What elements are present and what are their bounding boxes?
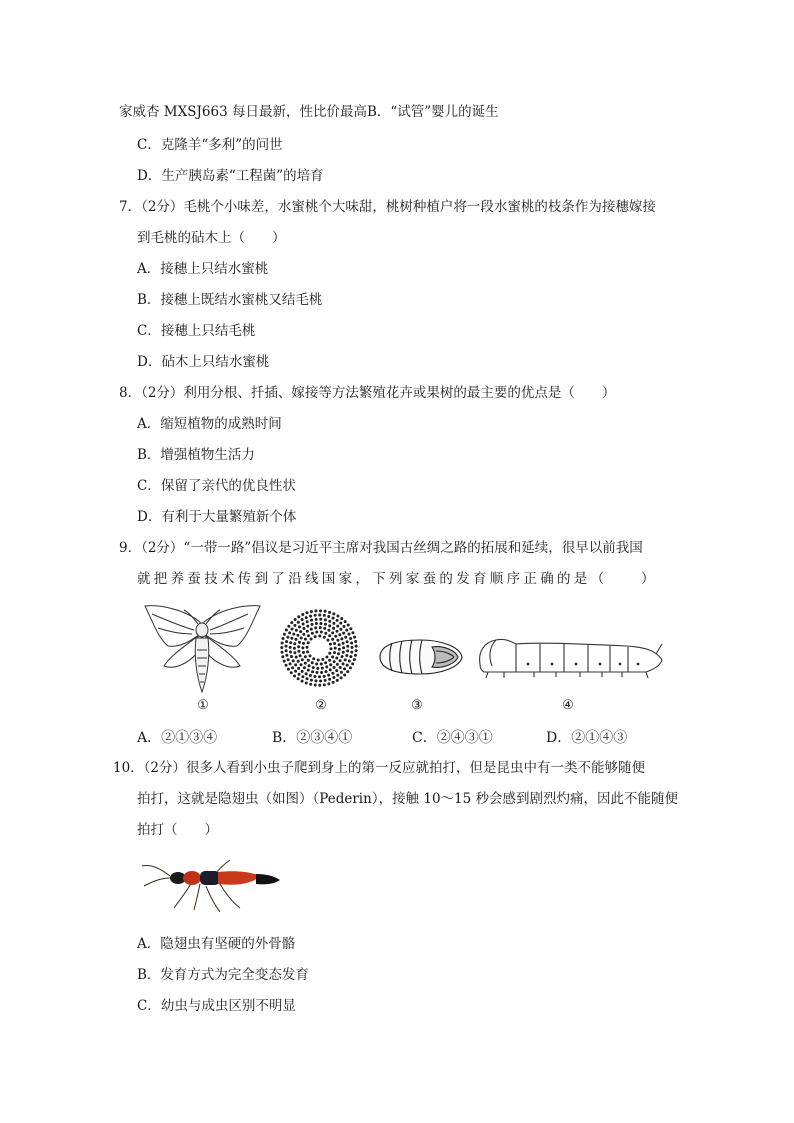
q7-option-d: D．砧木上只结水蜜桃: [137, 354, 270, 370]
q7-option-b: B．接穗上既结水蜜桃又结毛桃: [137, 292, 323, 308]
q10-stem-line1: 10．（2分）很多人看到小虫子爬到身上的第一反应就拍打，但是昆虫中有一类不能够随便: [113, 760, 646, 776]
silkworm-eggs-figure: [278, 607, 360, 689]
q10-option-c: C．幼虫与成虫区别不明显: [137, 998, 296, 1014]
q10-stem-line3: 拍打（ ）: [137, 822, 218, 838]
q9-stem-line1: 9．（2分）“一带一路”倡议是习近平主席对我国古丝绸之路的拓展和延续，很早以前我国: [119, 540, 643, 556]
q9-stem-line2: 就把养蚕技术传到了沿线国家，下列家蚕的发育顺序正确的是（ ）: [137, 571, 658, 587]
figure-label-4: ④: [562, 698, 574, 713]
q6-option-d: D．生产胰岛素“工程菌”的培育: [137, 168, 324, 184]
q7-option-c: C．接穗上只结毛桃: [137, 323, 256, 339]
figure-label-3: ③: [411, 698, 423, 713]
silkworm-pupa-figure: [376, 637, 466, 677]
q8-stem-line1: 8．（2分）利用分根、扦插、嫁接等方法繁殖花卉或果树的最主要的优点是（ ）: [119, 385, 616, 401]
q9-option-d: D．②①④③: [546, 730, 628, 746]
q9-option-b: B．②③④①: [272, 730, 353, 746]
q8-option-c: C．保留了亲代的优良性状: [137, 478, 296, 494]
q10-option-b: B．发育方式为完全变态发育: [137, 967, 309, 983]
q6-option-c: C．克隆羊“多利”的问世: [137, 137, 283, 153]
q10-stem-line2: 拍打，这就是隐翅虫（如图）（Pederin），接触 10～15 秒会感到剧烈灼痛，因此不能随便: [137, 791, 679, 807]
q7-option-a: A．接穗上只结水蜜桃: [137, 261, 269, 277]
q9-option-a: A．②①③④: [137, 730, 218, 746]
q8-option-a: A．缩短植物的成熟时间: [137, 416, 282, 432]
header-line: 家威杏 MXSJ663 每日最新，性比价最高B．“试管”婴儿的诞生: [119, 104, 499, 120]
silkworm-moth-figure: [140, 600, 265, 700]
q7-stem-line2: 到毛桃的砧木上（ ）: [137, 230, 286, 246]
q10-option-a: A．隐翅虫有坚硬的外骨骼: [137, 936, 296, 952]
figure-label-1: ①: [197, 698, 209, 713]
q8-option-d: D．有利于大量繁殖新个体: [137, 509, 297, 525]
figure-label-2: ②: [315, 698, 327, 713]
q8-option-b: B．增强植物生活力: [137, 447, 255, 463]
q7-stem-line1: 7．（2分）毛桃个小味差，水蜜桃个大味甜，桃树种植户将一段水蜜桃的枝条作为接穗嫁接: [119, 199, 656, 215]
silkworm-larva-figure: [476, 630, 668, 680]
q9-option-c: C．②④③①: [412, 730, 493, 746]
rove-beetle-photo: [140, 848, 285, 918]
